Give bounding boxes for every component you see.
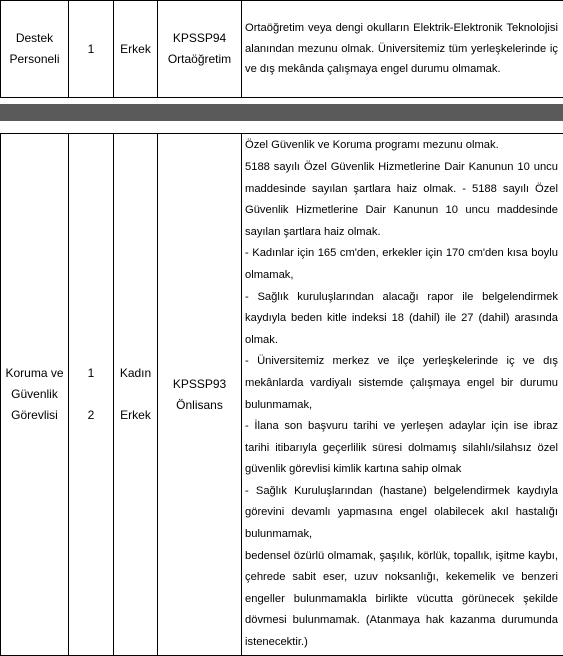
gender-value: Erkek xyxy=(114,405,157,426)
kpss-cell xyxy=(158,1,242,98)
position-title-line: Destek xyxy=(1,28,68,49)
requirement-paragraph: bedensel özürlü olmamak, şaşılık, körlük, topallık, işitme kaybı, çehrede sabit eser, uzuv noksanlığı, kekemelik ve benzeri engeller bulunmamakla birlikte vücutta görünecek şekilde dövmesi bulunmamak. (Atanmaya hak kazanma durumunda istenecektir.) xyxy=(245,546,558,654)
requirements-cell: Ortaöğretim veya dengi okulların Elektrik-Elektronik Teknolojisi alanından mezunu olmak. Üniversitemiz tüm yerleşkelerinde iç ve dış mekânda çalışmaya engel durumu olmamak. xyxy=(242,1,563,98)
quota-value: 1 xyxy=(69,363,113,384)
section-divider-band xyxy=(0,104,563,121)
position-table-guvenlik xyxy=(0,133,563,656)
requirement-paragraph: - İlana son başvuru tarihi ve yerleşen adaylar için ise ibraz tarihi itibarıyla geçerlilik süresi dolmamış silahlı/silahsız özel güvenlik görevlisi kimlik kartına sahip olmak xyxy=(245,416,558,481)
kpss-code: KPSSP93 xyxy=(158,374,241,395)
education-level: Ortaöğretim xyxy=(158,49,241,70)
kpss-cell xyxy=(158,134,242,656)
requirement-paragraph: Özel Güvenlik ve Koruma programı mezunu olmak. xyxy=(245,135,558,157)
requirements-cell xyxy=(242,134,563,656)
quota-cell xyxy=(69,134,114,656)
table-row xyxy=(1,1,563,98)
position-title-cell xyxy=(1,134,69,656)
position-title-cell xyxy=(1,1,69,98)
requirement-paragraph: - Sağlık Kuruluşlarından (hastane) belgelendirmek kaydıyla görevini devamlı yapmasına engel olabilecek akıl hastalığı bulunmamak, xyxy=(245,481,558,546)
quota-cell: 1 xyxy=(69,1,114,98)
position-table-destek xyxy=(0,0,563,98)
gender-cell: Erkek xyxy=(114,1,158,98)
gender-cell xyxy=(114,134,158,656)
position-title-line: Koruma ve xyxy=(1,363,68,384)
requirement-paragraph: - Üniversitemiz merkez ve ilçe yerleşkelerinde iç ve dış mekânlarda vardiyalı sistemde çalışmaya engel bir durumu bulunmamak, xyxy=(245,351,558,416)
table-row xyxy=(1,134,563,656)
requirement-paragraph: - Kadınlar için 165 cm'den, erkekler için 170 cm'den kısa boylu olmamak, xyxy=(245,243,558,286)
kpss-code: KPSSP94 xyxy=(158,28,241,49)
position-title-line: Personeli xyxy=(1,49,68,70)
requirement-paragraph: - Sağlık kuruluşlarından alacağı rapor ile belgelendirmek kaydıyla beden kitle indeksi 18 (dahil) ile 27 (dahil) arasında olmak. xyxy=(245,287,558,352)
position-title-line: Görevlisi xyxy=(1,405,68,426)
requirement-paragraph: 5188 sayılı Özel Güvenlik Hizmetlerine Dair Kanunun 10 uncu maddesinde sayılan şartlara haiz olmak. - 5188 sayılı Özel Güvenlik Hizmetlerine Dair Kanunun 10 uncu maddesinde sayılan şartlara haiz olmak. xyxy=(245,157,558,243)
education-level: Önlisans xyxy=(158,395,241,416)
position-title-line: Güvenlik xyxy=(1,384,68,405)
gender-value: Kadın xyxy=(114,363,157,384)
quota-value: 2 xyxy=(69,405,113,426)
